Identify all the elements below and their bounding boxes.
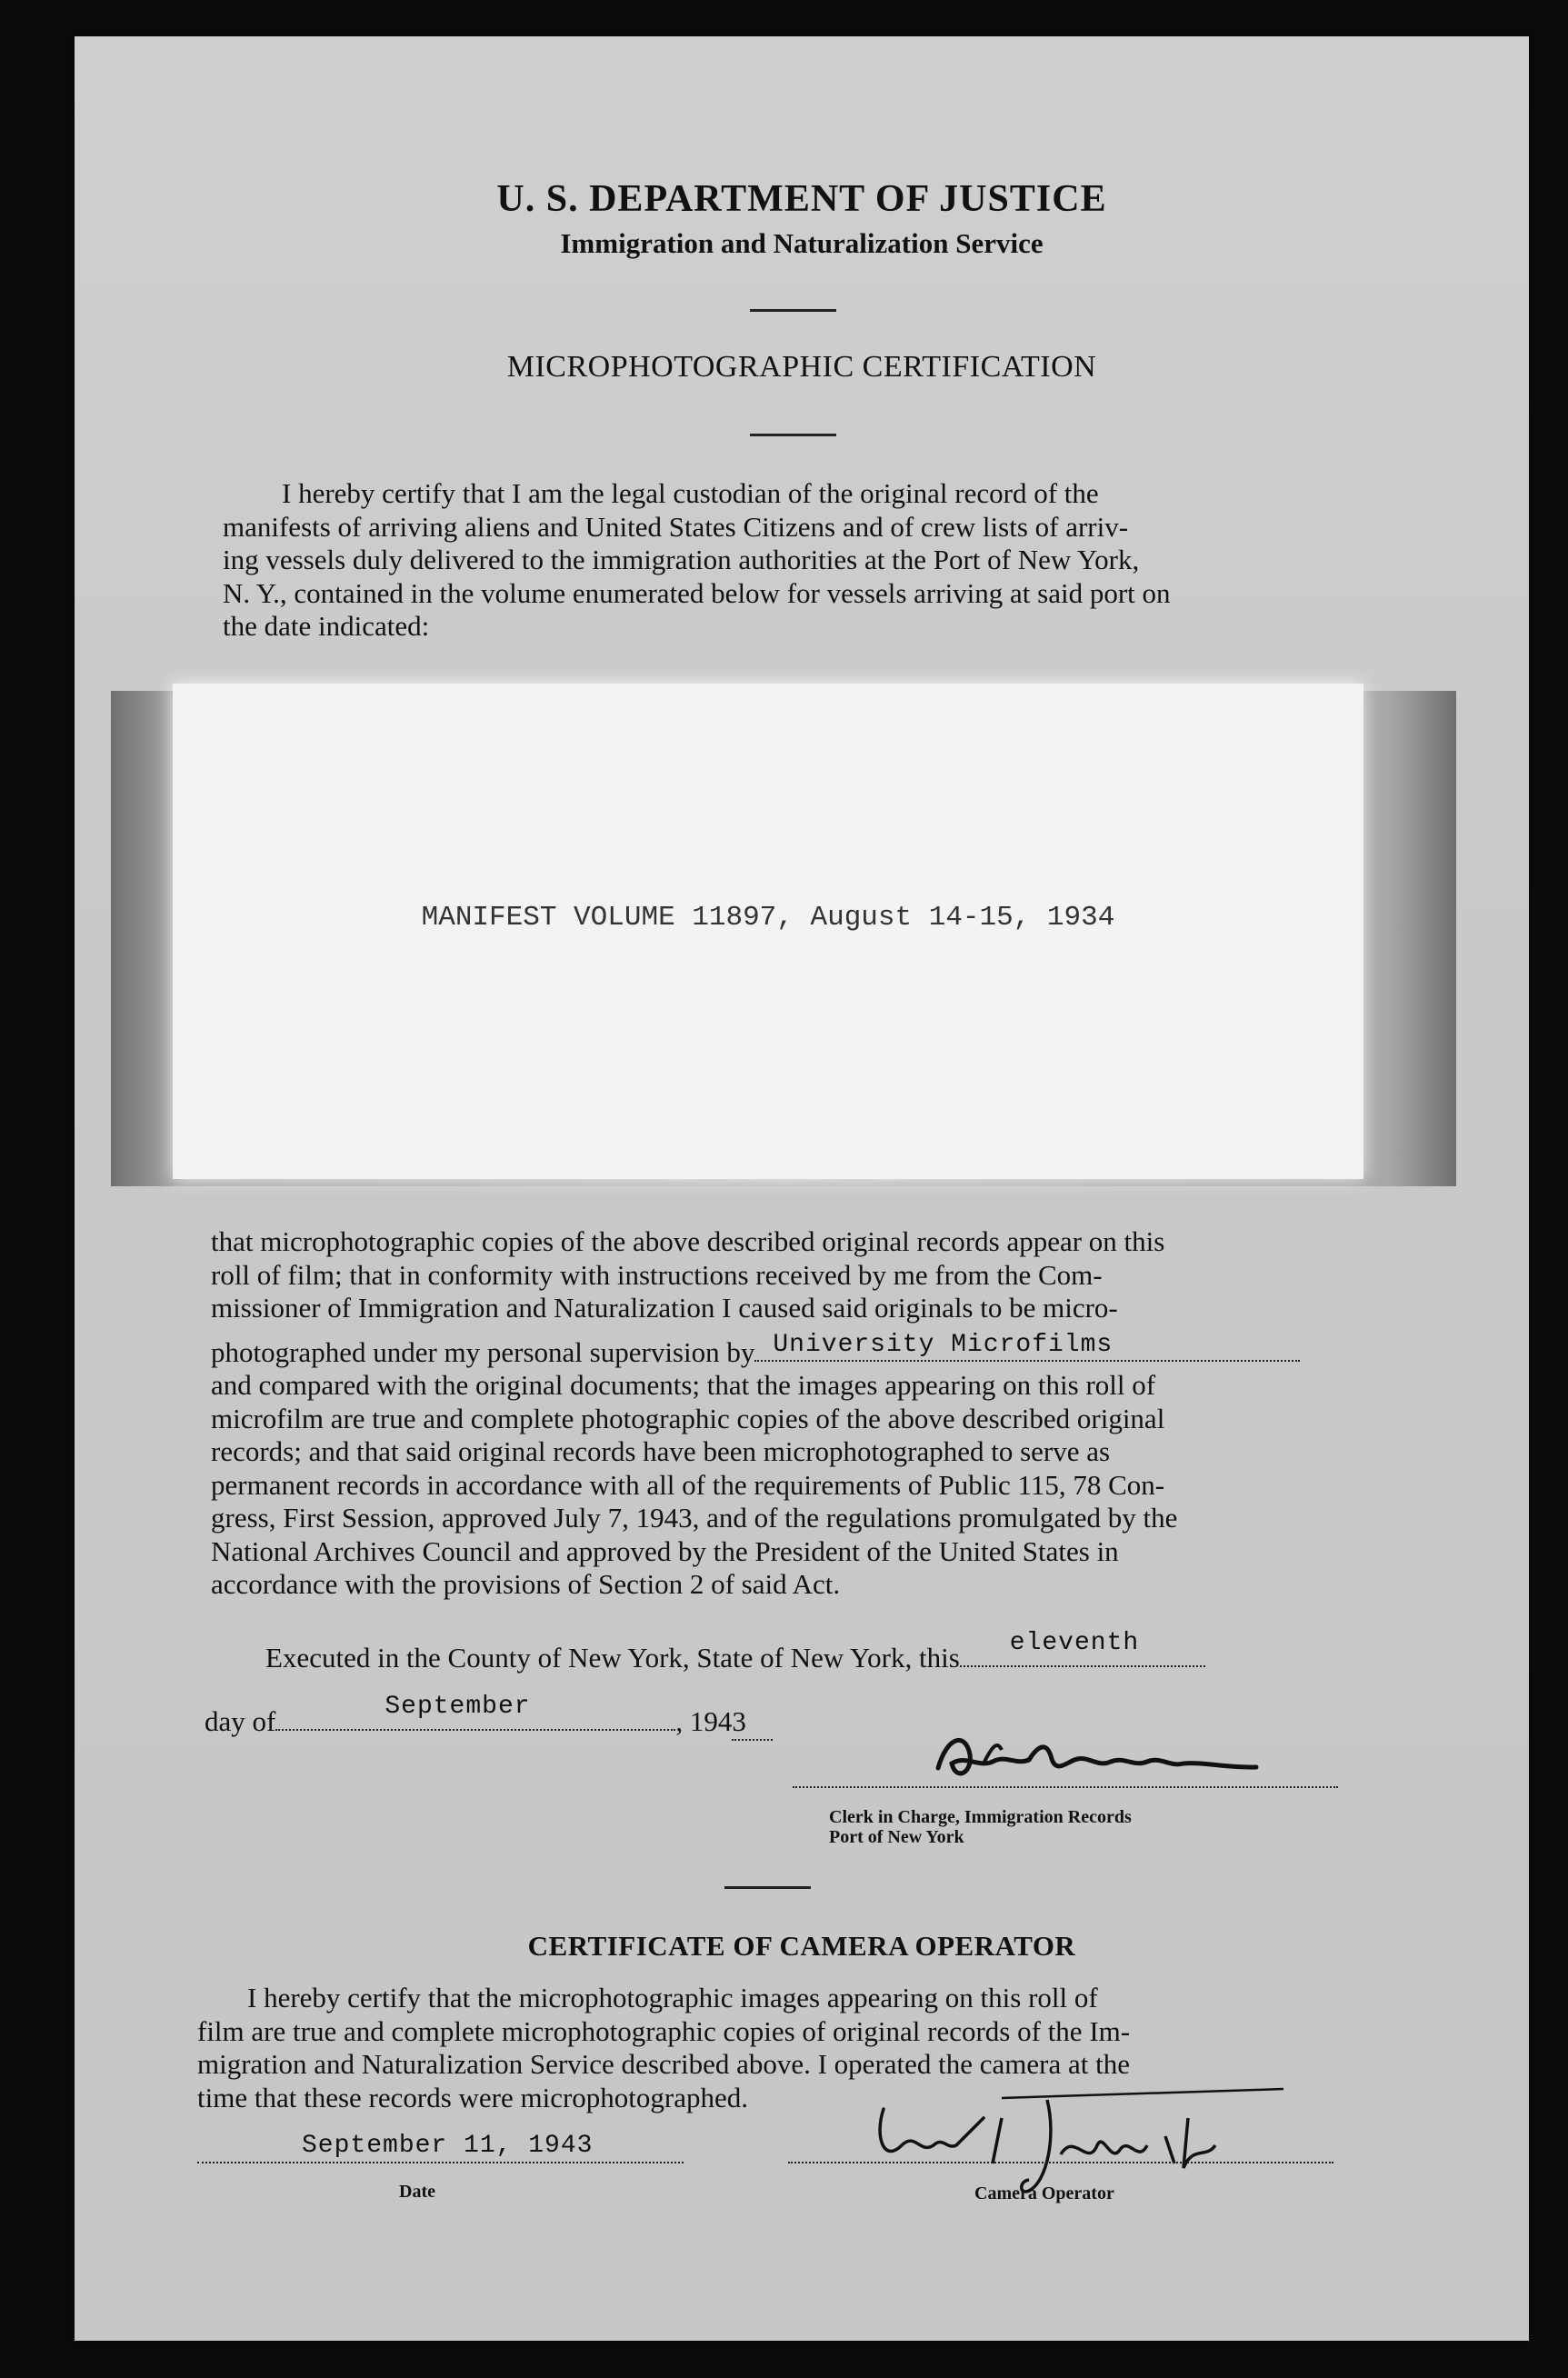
month-value: September (385, 1693, 531, 1721)
clerk-signature-line (793, 1786, 1338, 1788)
intro-paragraph (223, 477, 1432, 644)
body-line: National Archives Council and approved by the President of the United States in (211, 1534, 1119, 1567)
camera-line: film are true and complete microphotographic copies of original records of the Im- (197, 2014, 1131, 2047)
certification-title: MICROPHOTOGRAPHIC CERTIFICATION (506, 350, 1097, 384)
clerk-title-line: Clerk in Charge, Immigration Records (829, 1807, 1132, 1827)
operator-label: Camera Operator (974, 2183, 1114, 2203)
body-paragraph (211, 1225, 1424, 1602)
body-line: gress, First Session, approved July 7, 1943, and of the regulations promulgated by the (211, 1502, 1178, 1534)
clerk-title-line: Port of New York (829, 1827, 964, 1847)
clerk-title (829, 1807, 1132, 1847)
body-line: records; and that said original records have been microphotographed to serve as (211, 1435, 1111, 1467)
intro-line: I hereby certify that I am the legal custodian of the original record of the (282, 477, 1099, 509)
executed-line (265, 1629, 1205, 1675)
certificate-page (75, 36, 1529, 2341)
intro-line: ing vessels duly delivered to the immigration authorities at the Port of New York, (223, 544, 1140, 575)
divider (724, 1886, 811, 1889)
day-field (960, 1629, 1205, 1667)
year-field (732, 1705, 773, 1741)
camera-line: time that these records were microphotographed. (197, 2081, 748, 2113)
clerk-signature (929, 1727, 1265, 1791)
photographed-by-prefix: photographed under my personal supervision by (211, 1335, 755, 1368)
camera-certificate-title: CERTIFICATE OF CAMERA OPERATOR (527, 1930, 1076, 1962)
intro-line: N. Y., contained in the volume enumerated below for vessels arriving at said port on (223, 576, 1171, 609)
day-of-label: day of (205, 1705, 276, 1737)
body-line: accordance with the provisions of Section 2 of said Act. (211, 1568, 841, 1600)
month-field (275, 1693, 675, 1731)
date-line (197, 2162, 684, 2163)
divider (750, 434, 836, 436)
department-heading: U. S. DEPARTMENT OF JUSTICE (496, 178, 1107, 220)
photographed-by-value: University Microfilms (773, 1330, 1114, 1359)
body-line: roll of film; that in conformity with instructions received by me from the Com- (211, 1258, 1103, 1291)
body-line: missioner of Immigration and Naturalization I caused said originals to be micro- (211, 1292, 1118, 1324)
date-value: September 11, 1943 (302, 2132, 594, 2160)
body-line: permanent records in accordance with all of the requirements of Public 115, 78 Con- (211, 1468, 1165, 1501)
body-line: microfilm are true and complete photographic copies of the above described original (211, 1402, 1165, 1434)
intro-line: manifests of arriving aliens and United States Citizens and of crew lists of arriv- (223, 510, 1129, 543)
photographed-by-line (211, 1330, 1424, 1370)
divider (750, 309, 836, 312)
camera-line: I hereby certify that the microphotographic images appearing on this roll of (247, 1982, 1098, 2013)
day-of-line (205, 1693, 773, 1741)
photographed-by-field (754, 1330, 1300, 1362)
camera-operator-signature (865, 2082, 1293, 2200)
manifest-volume-label: MANIFEST VOLUME 11897, August 14-15, 1934 (421, 902, 1115, 934)
camera-line: migration and Naturalization Service described above. I operated the camera at the (197, 2048, 1130, 2080)
date-label: Date (399, 2182, 435, 2202)
manifest-card (173, 684, 1363, 1179)
intro-line: the date indicated: (223, 610, 430, 642)
day-value: eleventh (1009, 1629, 1140, 1657)
body-line: that microphotographic copies of the above described original records appear on this (211, 1225, 1165, 1257)
operator-signature-line (788, 2162, 1333, 2163)
executed-prefix: Executed in the County of New York, State of New York, this (265, 1642, 960, 1674)
year-value: 3 (732, 1705, 746, 1737)
service-subheading: Immigration and Naturalization Service (560, 227, 1044, 259)
body-line: and compared with the original documents; that the images appearing on this roll of (211, 1369, 1156, 1401)
year-prefix: , 194 (675, 1705, 733, 1737)
